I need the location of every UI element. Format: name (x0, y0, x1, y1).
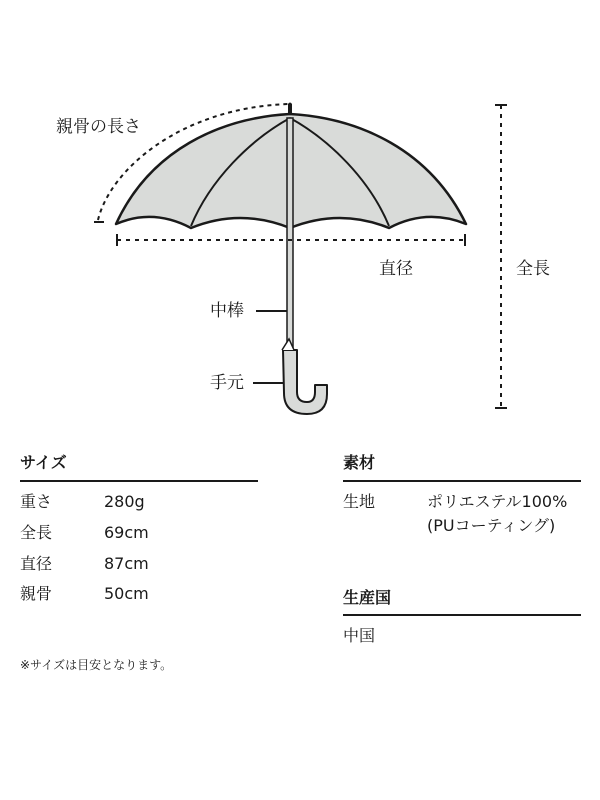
spec-value-line1: ポリエステル100% (427, 492, 568, 511)
spec-key: 全長 (20, 523, 53, 542)
size-section-title: サイズ (20, 453, 67, 472)
handle-label: 手元 (210, 373, 244, 393)
spec-value-line2: (PUコーティング) (427, 516, 556, 535)
spec-key: 生地 (343, 492, 376, 511)
size-section-rule (20, 480, 258, 482)
origin-section-title: 生産国 (343, 588, 392, 607)
material-section-title: 素材 (343, 453, 376, 472)
rib-length-label: 親骨の長さ (56, 117, 141, 137)
umbrella-shaft (287, 118, 293, 350)
shaft-label: 中棒 (210, 301, 244, 321)
umbrella-tip (288, 103, 292, 115)
origin-section-rule (343, 614, 581, 616)
total-length-label: 全長 (516, 259, 550, 279)
spec-value: 50cm (104, 584, 149, 603)
material-row-fabric (343, 492, 593, 536)
spec-key: 直径 (20, 554, 53, 573)
size-note: ※サイズは目安となります。 (20, 658, 173, 672)
spec-value: 87cm (104, 554, 149, 573)
material-section-rule (343, 480, 581, 482)
spec-key: 重さ (20, 492, 53, 511)
diameter-label: 直径 (379, 259, 413, 279)
spec-value: 280g (104, 492, 145, 511)
total-length-dimension (495, 105, 507, 408)
umbrella-handle (283, 350, 327, 414)
spec-value: 69cm (104, 523, 149, 542)
spec-key: 親骨 (20, 584, 53, 603)
origin-value: 中国 (343, 626, 376, 645)
